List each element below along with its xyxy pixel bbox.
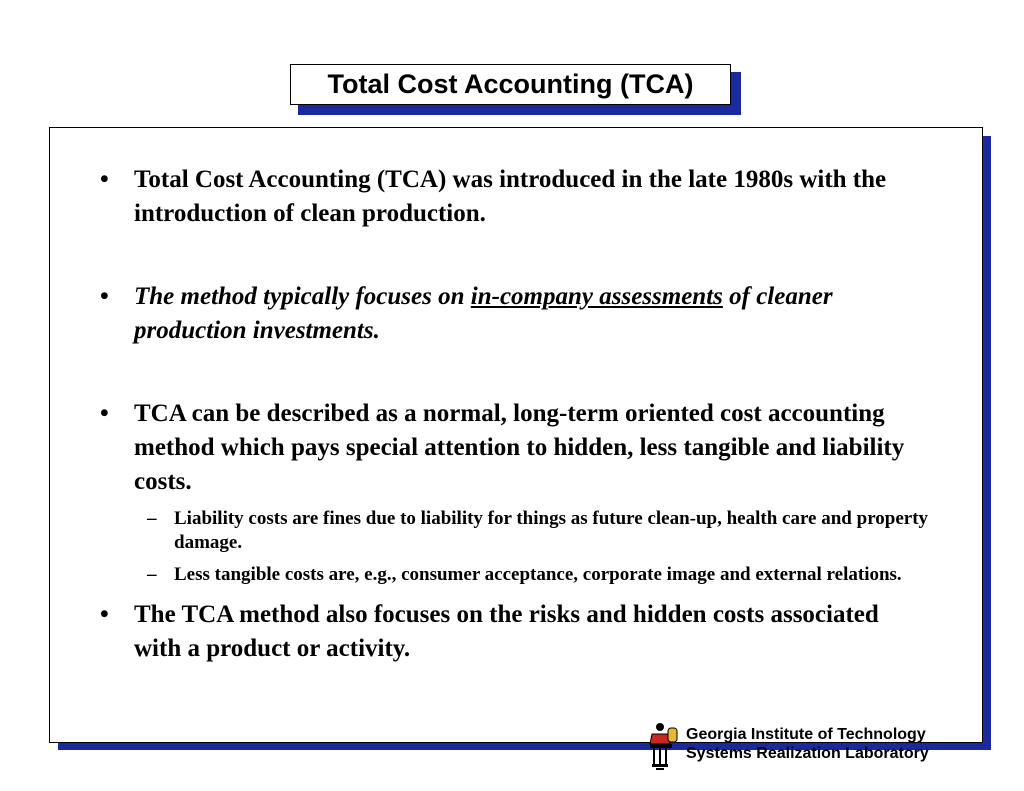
underlined-phrase: in-company assessments — [470, 283, 723, 310]
bullet-text: TCA can be described as a normal, long-term oriented cost accounting method which pays special attention to hidden, less tangible and liability costs. — [134, 400, 905, 495]
bullet-text: of cleaner production investments. — [134, 283, 833, 344]
footer-line-2: Systems Realization Laboratory — [686, 745, 929, 762]
sub-bullet-marker: – — [147, 508, 157, 529]
sub-bullet-item — [100, 563, 930, 587]
slide-title: Total Cost Accounting (TCA) — [327, 69, 694, 99]
footer-logo — [646, 720, 929, 780]
bullet-text: Total Cost Accounting (TCA) was introduced in the late 1980s with the introduction of clean production. — [134, 166, 887, 227]
sub-bullet-marker: – — [147, 564, 157, 585]
bullet-item — [100, 163, 930, 231]
bullet-marker: • — [100, 283, 109, 310]
title-box — [290, 64, 731, 105]
bullet-text: The TCA method also focuses on the risks and hidden costs associated with a product or activity. — [134, 601, 879, 662]
sub-bullet-item — [100, 507, 930, 555]
bullet-text: The method typically focuses on — [134, 283, 471, 310]
bullet-marker: • — [100, 166, 109, 193]
bullet-item — [100, 598, 930, 666]
bullet-marker: • — [100, 601, 109, 628]
sub-bullet-text: Less tangible costs are, e.g., consumer acceptance, corporate image and external relations. — [174, 564, 902, 585]
bullet-item — [100, 280, 930, 348]
footer-line-1: Georgia Institute of Technology — [686, 726, 926, 743]
sub-bullet-text: Liability costs are fines due to liability for things as future clean-up, health care and property damage. — [174, 508, 929, 553]
gt-logo-icon — [646, 720, 682, 772]
bullet-marker: • — [100, 400, 109, 427]
bullet-list — [100, 163, 930, 666]
sub-bullet-list — [100, 507, 930, 587]
footer-text — [686, 725, 929, 763]
bullet-item — [100, 397, 930, 499]
